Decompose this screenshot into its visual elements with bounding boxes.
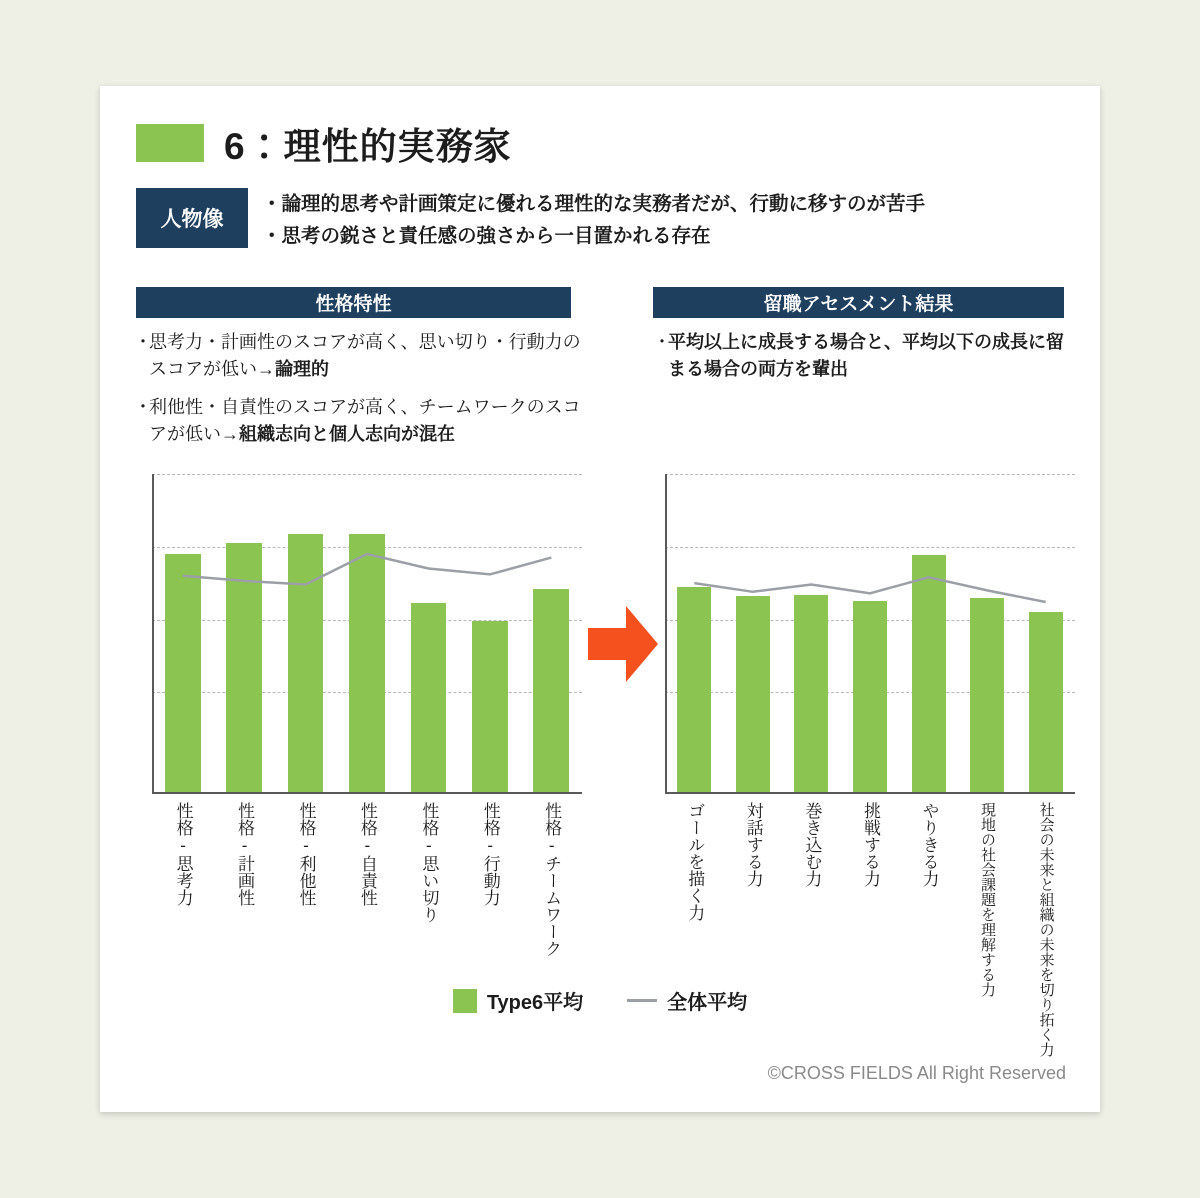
x-tick-label [275, 802, 336, 957]
average-line [152, 474, 582, 794]
average-line-path [183, 554, 552, 585]
y-axis [152, 474, 154, 794]
legend-series-label: Type6平均 [486, 992, 584, 1014]
bullet-text: 平均以上に成長する場合と、平均以下の成長に留まる場合の両方を輩出 [668, 332, 1064, 380]
bullet-text-plain: 思考力・計画性のスコアが高く、思い切り・行動力のスコアが低い→ [149, 332, 581, 380]
x-tick-label-text: 性格‐行動力 [480, 802, 500, 906]
x-axis [152, 792, 582, 794]
y-axis [665, 474, 667, 794]
x-tick-label [213, 802, 274, 957]
persona-label: 人物像 [136, 188, 248, 248]
persona-block [136, 188, 925, 252]
x-tick-label-text: やりきる力 [919, 802, 939, 887]
page-title: 6：理性的実務家 [224, 126, 512, 167]
x-tick-label [336, 802, 397, 957]
x-tick-label-text: 挑戦する力 [860, 802, 880, 887]
x-axis [665, 792, 1075, 794]
bullet-dot: ・ [134, 396, 152, 417]
chart-personality [152, 474, 582, 794]
x-tick-label [841, 802, 900, 1057]
slide-card [100, 86, 1100, 1112]
x-tick-label [665, 802, 724, 1057]
x-tick-label [398, 802, 459, 957]
section-header-personality: 性格特性 [136, 287, 571, 318]
x-tick-label-text: 性格‐利他性 [296, 802, 316, 906]
list-item [653, 329, 1073, 384]
x-tick-labels-assessment [665, 802, 1075, 1057]
bullet-text [149, 329, 584, 384]
right-arrow-icon [588, 606, 658, 682]
list-item [134, 394, 584, 449]
x-tick-label-text: 性格‐自責性 [357, 802, 377, 906]
chart-assessment [665, 474, 1075, 794]
chart-legend [100, 986, 1100, 1015]
persona-line-1: ・論理的思考や計画策定に優れる理性的な実務者だが、行動に移すのが苦手 [262, 193, 926, 215]
x-tick-label-text: 性格‐チームワーク [542, 802, 562, 957]
x-tick-label-text: 現地の社会課題を理解する力 [979, 802, 997, 997]
bullet-text-plain: 利他性・自責性のスコアが高く、チームワークのスコアが低い→ [149, 396, 581, 445]
x-tick-label-text: 社会の未来と組織の未来を切り拓く力 [1037, 802, 1055, 1057]
x-tick-labels-personality [152, 802, 582, 957]
bullet-dot: ・ [134, 332, 152, 352]
x-tick-label [521, 802, 582, 957]
legend-item-average [627, 986, 747, 1015]
bullet-text-bold: 組織志向と個人志向が混在 [239, 424, 455, 445]
x-tick-label-text: 対話する力 [743, 802, 763, 887]
x-tick-label [152, 802, 213, 957]
slide-title-row [136, 116, 512, 170]
persona-lines [262, 188, 925, 252]
x-tick-label-text: 性格‐計画性 [235, 802, 255, 906]
bullet-text [149, 394, 584, 449]
personality-bullets [134, 329, 584, 458]
x-tick-label [724, 802, 783, 1057]
bullet-dot: ・ [653, 332, 671, 352]
copyright-footer: ©CROSS FIELDS All Right Reserved [767, 1063, 1066, 1083]
legend-bar-swatch [453, 989, 477, 1013]
x-tick-label [1016, 802, 1075, 1057]
x-tick-label-text: 巻き込む力 [802, 802, 822, 887]
list-item [134, 329, 584, 384]
x-tick-label [958, 802, 1017, 1057]
plot-area [152, 474, 582, 794]
section-header-assessment: 留職アセスメント結果 [653, 287, 1064, 318]
bullet-text-bold: 論理的 [275, 359, 329, 380]
persona-line-2: ・思考の鋭さと責任感の強さから一目置かれる存在 [262, 224, 711, 247]
title-color-swatch [136, 124, 204, 162]
legend-item-series [453, 986, 583, 1015]
x-tick-label [459, 802, 520, 957]
legend-average-label: 全体平均 [667, 992, 748, 1014]
x-tick-label-text: 性格‐思い切り [419, 802, 439, 923]
x-tick-label [899, 802, 958, 1057]
legend-line-swatch [627, 999, 657, 1002]
plot-area [665, 474, 1075, 794]
assessment-bullets [653, 329, 1073, 394]
x-tick-label-text: ゴールを描く力 [685, 802, 705, 921]
average-line [665, 474, 1075, 794]
x-tick-label [782, 802, 841, 1057]
average-line-path [694, 577, 1045, 602]
x-tick-label-text: 性格‐思考力 [173, 802, 193, 906]
